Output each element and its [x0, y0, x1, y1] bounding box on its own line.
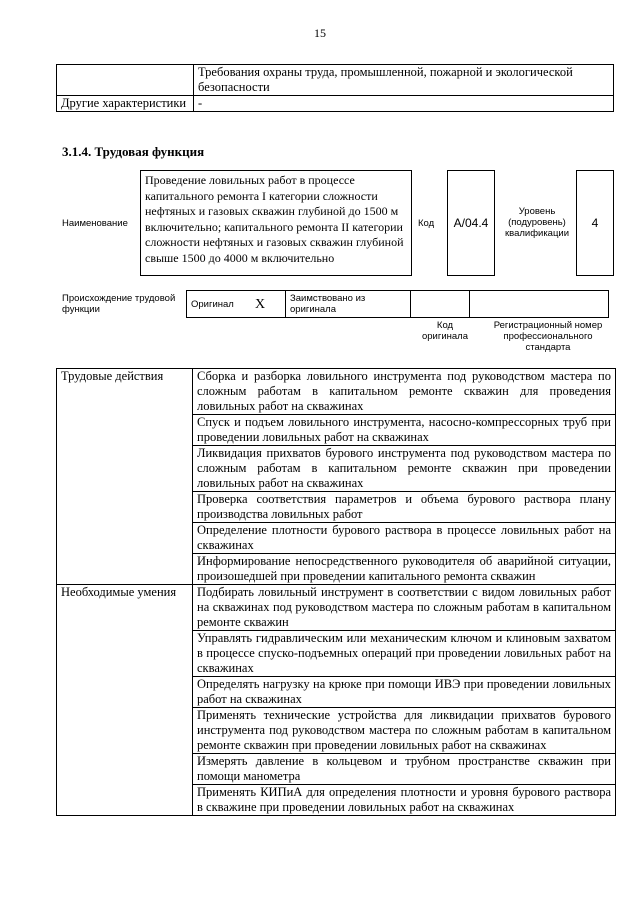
table-cell: Применять КИПиА для определения плотности и уровня бурового раствора в скважине при проведении ловильных работ на скважинах: [193, 785, 616, 816]
borrowed-label: Заимствовано из оригинала: [286, 291, 411, 318]
page-number: 15: [314, 26, 326, 40]
function-name: Проведение ловильных работ в процессе капитального ремонта I категории сложности нефтяных и газовых скважин глубиной до 1500 м включительно; капитального ремонта II категории сложности нефтяных и газовых скважин глубиной свыше 1500 до 4000 м включительно: [140, 170, 412, 276]
table-cell: Проверка соответствия параметров и объема бурового раствора плану производства ловильных работ: [193, 492, 616, 523]
table-cell: Измерять давление в кольцевом и трубном пространстве скважин при помощи манометра: [193, 754, 616, 785]
code-label: Код: [418, 218, 435, 229]
row-label: Другие характеристики: [57, 96, 194, 112]
table-row: [57, 369, 616, 415]
table-cell: Сборка и разборка ловильного инструмента под руководством мастера по сложным работам в капитальном ремонте скважин для проведения ловильных работ на скважинах: [193, 369, 616, 415]
row-label: [57, 65, 194, 96]
section-title: 3.1.4. Трудовая функция: [62, 144, 205, 159]
table-cell: Спуск и подъем ловильного инструмента, насосно-компрессорных труб при проведении ловильных работ на скважинах: [193, 415, 616, 446]
table-cell: Ликвидация прихватов бурового инструмента под руководством мастера по сложным работам в капитальном ремонте скважин при проведении ловильных работ на скважинах: [193, 446, 616, 492]
group-label: Необходимые умения: [57, 585, 193, 816]
level-value: 4: [576, 170, 614, 276]
code-original-label: Код оригинала: [421, 320, 468, 342]
table-cell: Информирование непосредственного руководителя об аварийной ситуации, произошедшей при проведении капитального ремонта скважин: [193, 554, 616, 585]
table-cell: Управлять гидравлическим или механическим ключом и клиновым захватом в процессе спуско-подъемных операций при проведении ловильных работ на скважинах: [193, 631, 616, 677]
table-cell: Подбирать ловильный инструмент в соответствии с видом ловильных работ на скважинах под руководством мастера по сложным работам в капитальном ремонте скважин: [193, 585, 616, 631]
top-table: [56, 64, 614, 112]
origin-label: Происхождение трудовой функции: [62, 293, 176, 315]
origin-table: [186, 290, 609, 318]
name-label: Наименование: [62, 218, 128, 229]
reg-number-cell: [470, 291, 609, 318]
group-label: Трудовые действия: [57, 369, 193, 585]
code-original-cell: [411, 291, 470, 318]
reg-number-label: Регистрационный номер профессионального стандарта: [493, 320, 603, 353]
row-value: Требования охраны труда, промышленной, пожарной и экологической безопасности: [194, 65, 614, 96]
original-label: Оригинал: [187, 291, 252, 318]
table-cell: Определять нагрузку на крюке при помощи ИВЭ при проведении ловильных работ на скважинах: [193, 677, 616, 708]
original-mark: X: [251, 291, 286, 318]
table-row: [57, 96, 614, 112]
level-label: Уровень (подуровень) квалификации: [504, 206, 570, 239]
function-code: A/04.4: [447, 170, 495, 276]
row-value: -: [194, 96, 614, 112]
table-row: [57, 65, 614, 96]
main-table: [56, 368, 616, 816]
table-cell: Применять технические устройства для ликвидации прихватов бурового инструмента под руководством мастера по сложным работам в капитальном ремонте скважин при проведении ловильных работ на скважинах: [193, 708, 616, 754]
table-cell: Определение плотности бурового раствора в процессе ловильных работ на скважинах: [193, 523, 616, 554]
table-row: [57, 585, 616, 631]
table-row: [187, 291, 609, 318]
